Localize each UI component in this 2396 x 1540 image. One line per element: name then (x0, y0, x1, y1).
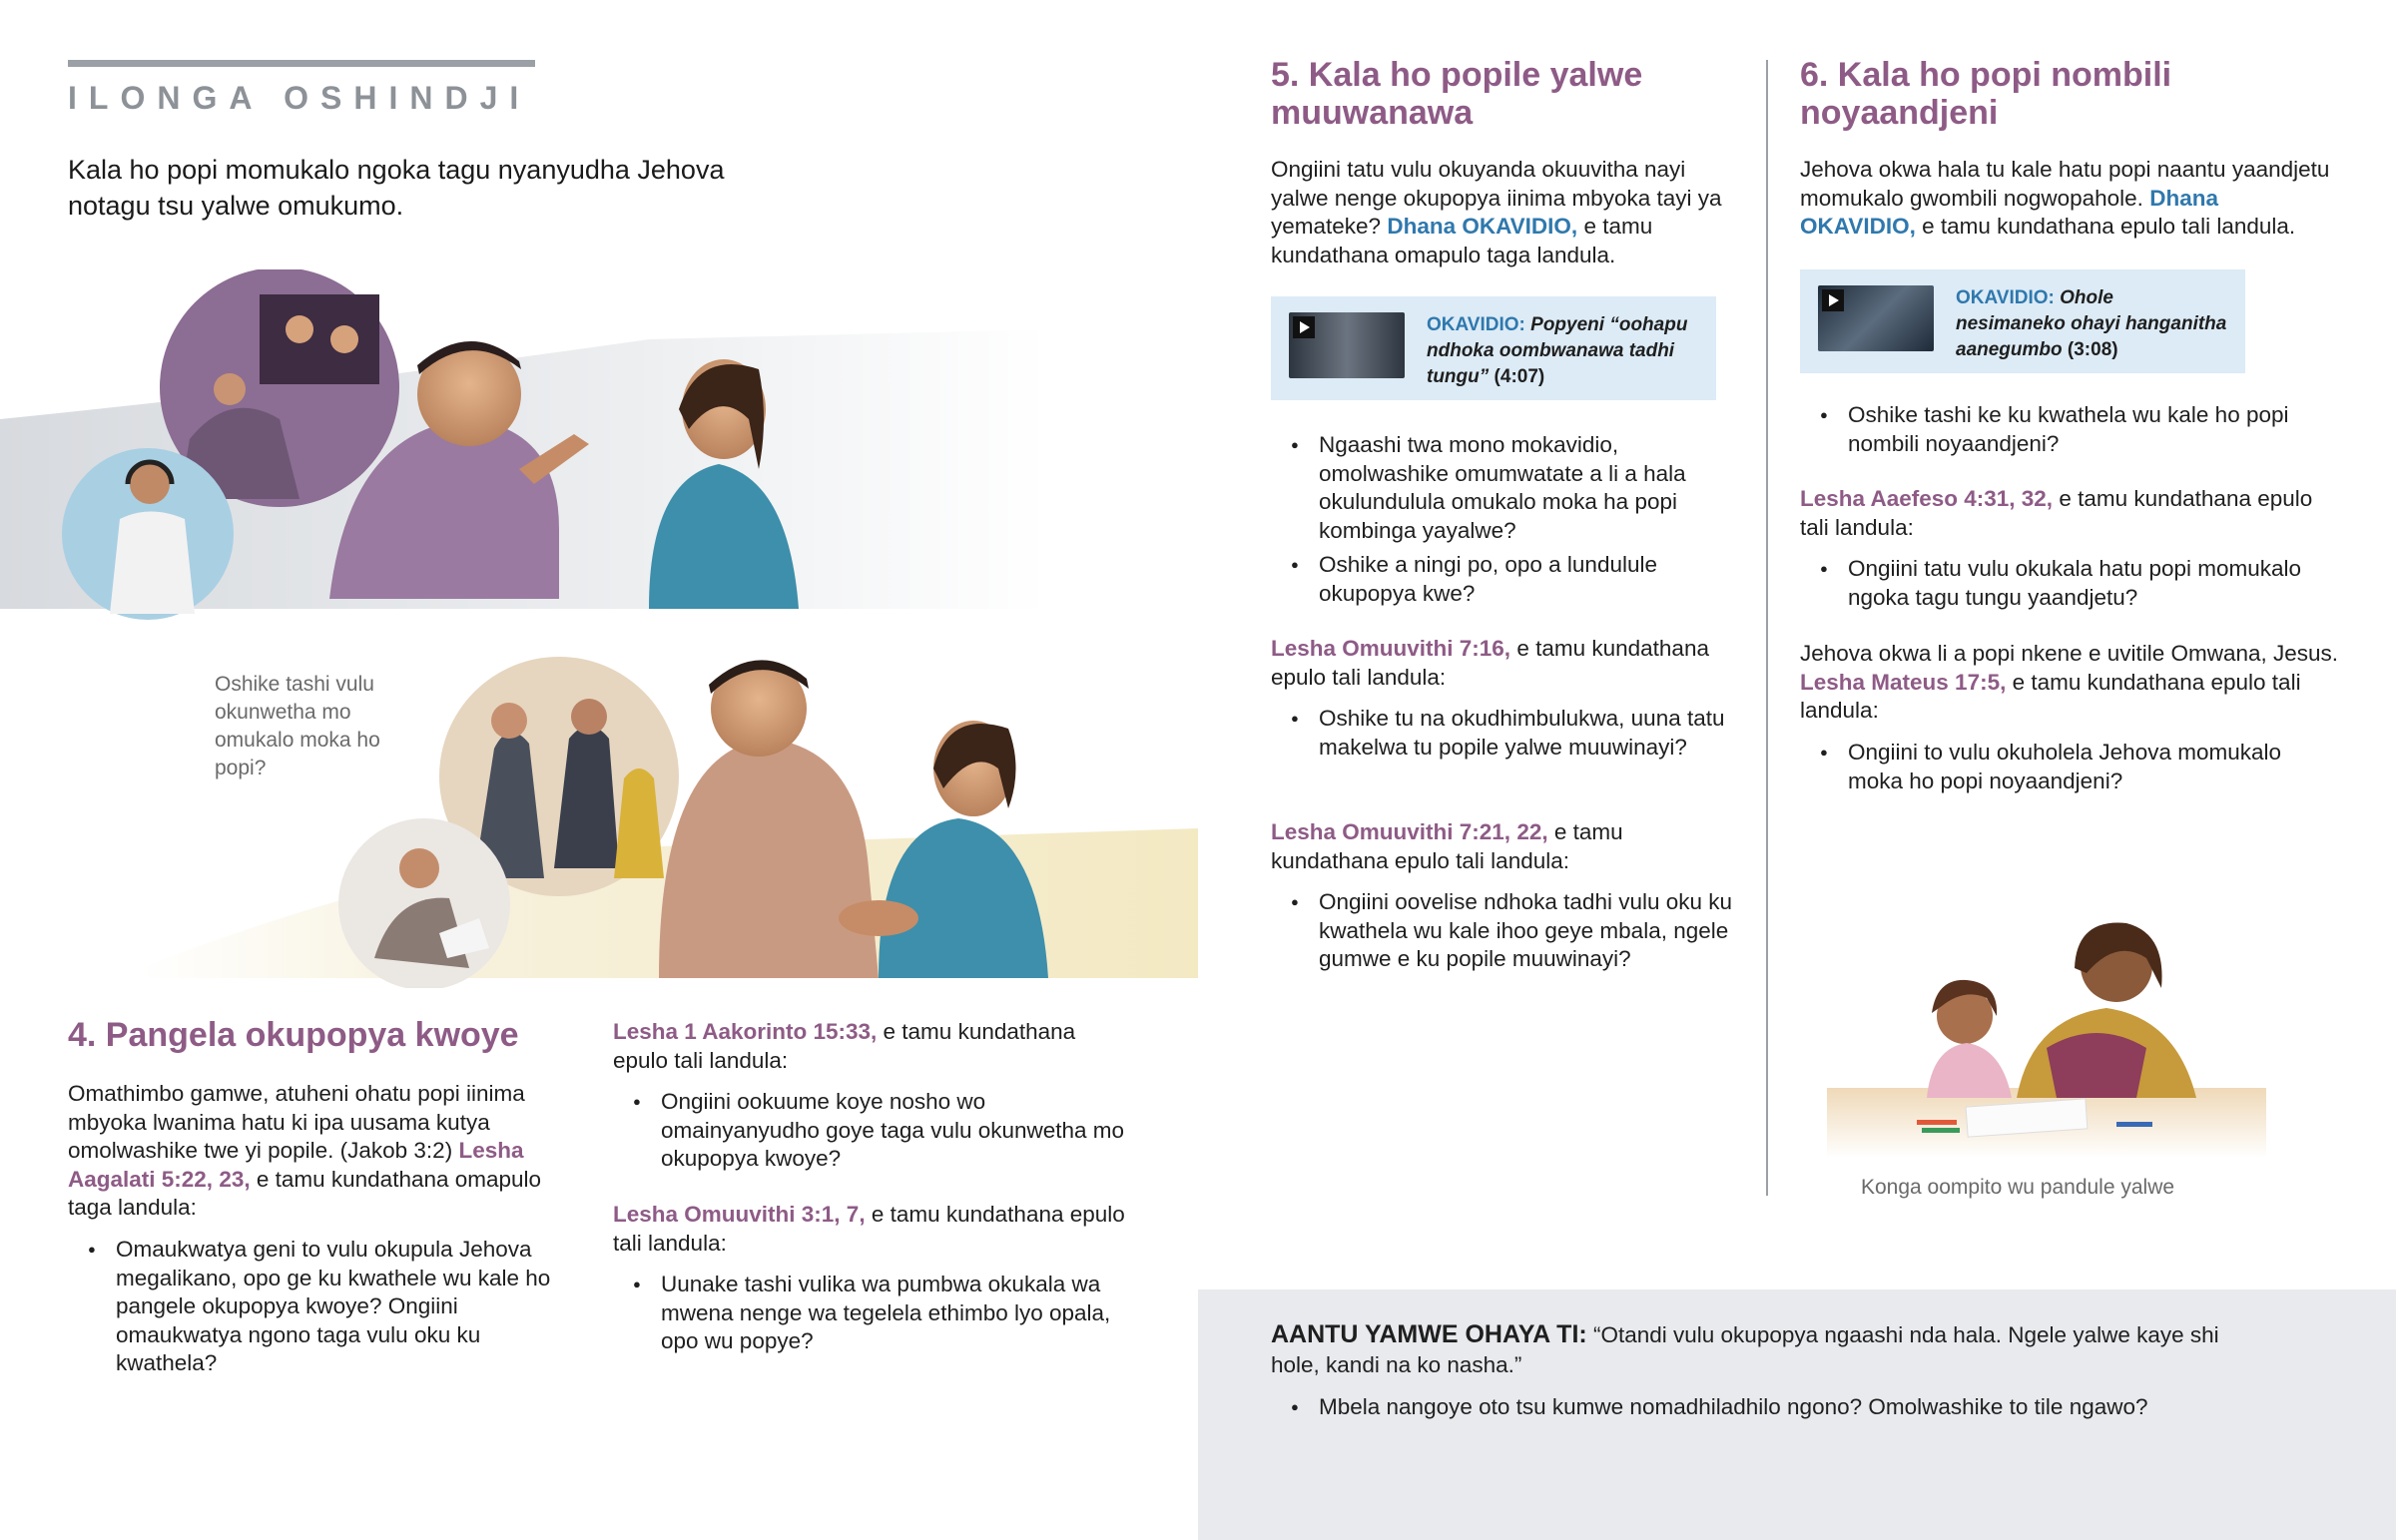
section6-video-text (1956, 285, 2227, 363)
section5-question-list-2 (1271, 705, 1740, 768)
section4-read2 (613, 1201, 1152, 1258)
header-rule (68, 60, 535, 67)
section5-paragraph (1271, 156, 1740, 269)
video-label: OKAVIDIO: (1956, 287, 2055, 308)
section4-heading: 4. Pangela okupopya kwoye (68, 1016, 519, 1054)
section5-para-text: Ongiini tatu vulu okuyanda okuuvitha nayi yalwe nenge okupopya iinima mbyoka tayi ya yemateke? (1271, 157, 1722, 239)
section4-para-tail: e tamu kundathana omapulo taga landula: (68, 1166, 542, 1220)
section5-para-tail: e tamu kundathana omapulo taga landula. (1271, 214, 1653, 267)
lesson-illustration (0, 269, 1198, 988)
section6-caption: Konga oompito wu pandule yalwe (1861, 1176, 2175, 1199)
section5-question: ● Oshike a ningi po, opo a lundulule okupopya kwe? (1271, 551, 1740, 608)
section5-read1 (1271, 635, 1740, 692)
section5-question-list (1271, 431, 1740, 614)
section6-heading: 6. Kala ho popi nombili noyaandjeni (1800, 56, 2172, 132)
section6-read1-ref[interactable]: Lesha Aaefeso 4:31, 32, (1800, 486, 2054, 511)
section5-question: ● Ongiini oovelise ndhoka tadhi vulu oku ku kwathela wu kale ihoo geye mbala, ngele gumwe e ku popile muuwinayi? (1271, 888, 1740, 974)
callout-question-list (1271, 1393, 2269, 1428)
section6-para2-text: Jehova okwa li a popi nkene e uvitile Omwana, Jesus. (1800, 641, 2339, 666)
section6-read1-tail: e tamu kundathana epulo tali landula: (1800, 486, 2313, 540)
section4-question: ● Omaukwatya geni to vulu okupula Jehova megalikano, opo ge ku kwathele wu kale ho pangele okupopya kwoye? Ongiini omaukwatya ngono taga vulu oku ku kwathela? (68, 1236, 587, 1378)
section6-question: ● Ongiini tatu vulu okukala hatu popi momukalo ngoka tagu tungu yaandjetu? (1800, 555, 2339, 612)
section4-question: ● Uunake tashi vulika wa pumbwa okukala wa mwena nenge wa tegelela ethimbo lyo opala, opo wu popye? (613, 1271, 1132, 1356)
section4-question-list-2 (613, 1088, 1132, 1180)
section4-read2-tail: e tamu kundathana epulo tali landula: (613, 1202, 1125, 1256)
section5-question: ● Ngaashi twa mono mokavidio, omolwashike omumwatate a li a hala okulundulula omukalo moka ha popi kombinga yayalwe? (1271, 431, 1740, 545)
section5-video-text (1427, 312, 1698, 390)
section5-read2-ref[interactable]: Lesha Omuuvithi 7:21, 22, (1271, 819, 1548, 844)
play-icon[interactable] (1293, 316, 1315, 338)
section5-video-card[interactable] (1271, 296, 1716, 400)
section6-question: ● Ongiini to vulu okuholela Jehova momukalo moka ho popi noyaandjeni? (1800, 739, 2339, 795)
video-thumbnail[interactable] (1289, 312, 1405, 378)
section6-video-link[interactable]: Dhana OKAVIDIO, (1800, 185, 2218, 239)
mother-child-illustration (1817, 898, 2276, 1168)
section5-video-link[interactable]: Dhana OKAVIDIO, (1387, 214, 1578, 239)
callout-quote: “Otandi vulu okupopya ngaashi nda hala. Ngele yalwe kaye shi hole, kandi na ko nasha.” (1271, 1322, 2219, 1377)
smiling-man (659, 739, 879, 978)
section6-question-list-2 (1800, 555, 2339, 618)
section6-para-text: Jehova okwa hala tu kale hatu popi naantu yaandjetu momukalo gwombili nogwopahole. (1800, 157, 2330, 211)
illustration-caption: Oshike tashi vulu okunwetha mo omukalo moka ho popi? (215, 673, 380, 779)
section6-question-list-3 (1800, 739, 2339, 801)
section5-read2-tail: e tamu kundathana epulo tali landula: (1271, 819, 1623, 873)
section5-question-list-3 (1271, 888, 1740, 980)
section4-question-list-3 (613, 1271, 1132, 1362)
section6-paragraph-2 (1800, 640, 2339, 726)
column-divider (1766, 60, 1768, 1196)
callout-question: ● Mbela nangoye oto tsu kumwe nomadhiladhilo ngono? Omolwashike to tile ngawo? (1271, 1393, 2269, 1422)
section4-read1 (613, 1018, 1132, 1075)
section4-read1-ref[interactable]: Lesha 1 Aakorinto 15:33, (613, 1019, 878, 1044)
video-duration: (3:08) (2067, 339, 2118, 360)
intro-text: Kala ho popi momukalo ngoka tagu nyanyudha Jehova notagu tsu yalwe omukumo. (68, 155, 725, 221)
section5-question: ● Oshike tu na okudhimbulukwa, uuna tatu makelwa tu popile yalwe muuwinayi? (1271, 705, 1740, 762)
section6-read1 (1800, 485, 2339, 542)
video-title: Popyeni “oohapu ndhoka oombwanawa tadhi tungu” (1427, 314, 1688, 387)
section4-para-text: Omathimbo gamwe, atuheni ohatu popi iinima mbyoka lwanima hatu ki ipa uusama kutya omolwashike twe yi popile. (Jakob 3:2) (68, 1081, 525, 1163)
section6-read2-tail: e tamu kundathana epulo tali landula: (1800, 669, 2301, 723)
callout-text (1271, 1319, 2229, 1380)
section5-heading: 5. Kala ho popile yalwe muuwanawa (1271, 56, 1643, 132)
play-icon[interactable] (1822, 289, 1844, 311)
video-label: OKAVIDIO: (1427, 314, 1525, 335)
section4-read2-ref[interactable]: Lesha Omuuvithi 3:1, 7, (613, 1202, 866, 1227)
section6-question-list (1800, 401, 2339, 464)
section-label: ILONGA OSHINDJI (68, 80, 531, 116)
section4-question-list (68, 1236, 587, 1384)
section6-para-tail: e tamu kundathana epulo tali landula. (1922, 214, 2296, 239)
section4-scripture-link[interactable]: Lesha Aagalati 5:22, 23, (68, 1138, 524, 1192)
section5-read1-tail: e tamu kundathana epulo tali landula: (1271, 636, 1709, 690)
section6-read2-ref[interactable]: Lesha Mateus 17:5, (1800, 669, 2007, 695)
video-duration: (4:07) (1494, 366, 1545, 387)
callout-lead: AANTU YAMWE OHAYA TI: (1271, 1320, 1587, 1348)
section4-paragraph (68, 1080, 587, 1223)
video-title: Ohole nesimaneko ohayi hanganitha aanegumbo (1956, 287, 2227, 360)
section6-video-card[interactable] (1800, 269, 2245, 373)
section4-read1-tail: e tamu kundathana epulo tali landula: (613, 1019, 1076, 1073)
section5-read2 (1271, 818, 1740, 875)
section4-question: ● Ongiini ookuume koye nosho wo omainyanyudho goye taga vulu okunwetha mo okupopya kwoye? (613, 1088, 1132, 1174)
section5-read1-ref[interactable]: Lesha Omuuvithi 7:16, (1271, 636, 1511, 661)
section6-question: ● Oshike tashi ke ku kwathela wu kale ho popi nombili noyaandjeni? (1800, 401, 2339, 458)
section6-paragraph (1800, 156, 2339, 242)
video-thumbnail[interactable] (1818, 285, 1934, 351)
